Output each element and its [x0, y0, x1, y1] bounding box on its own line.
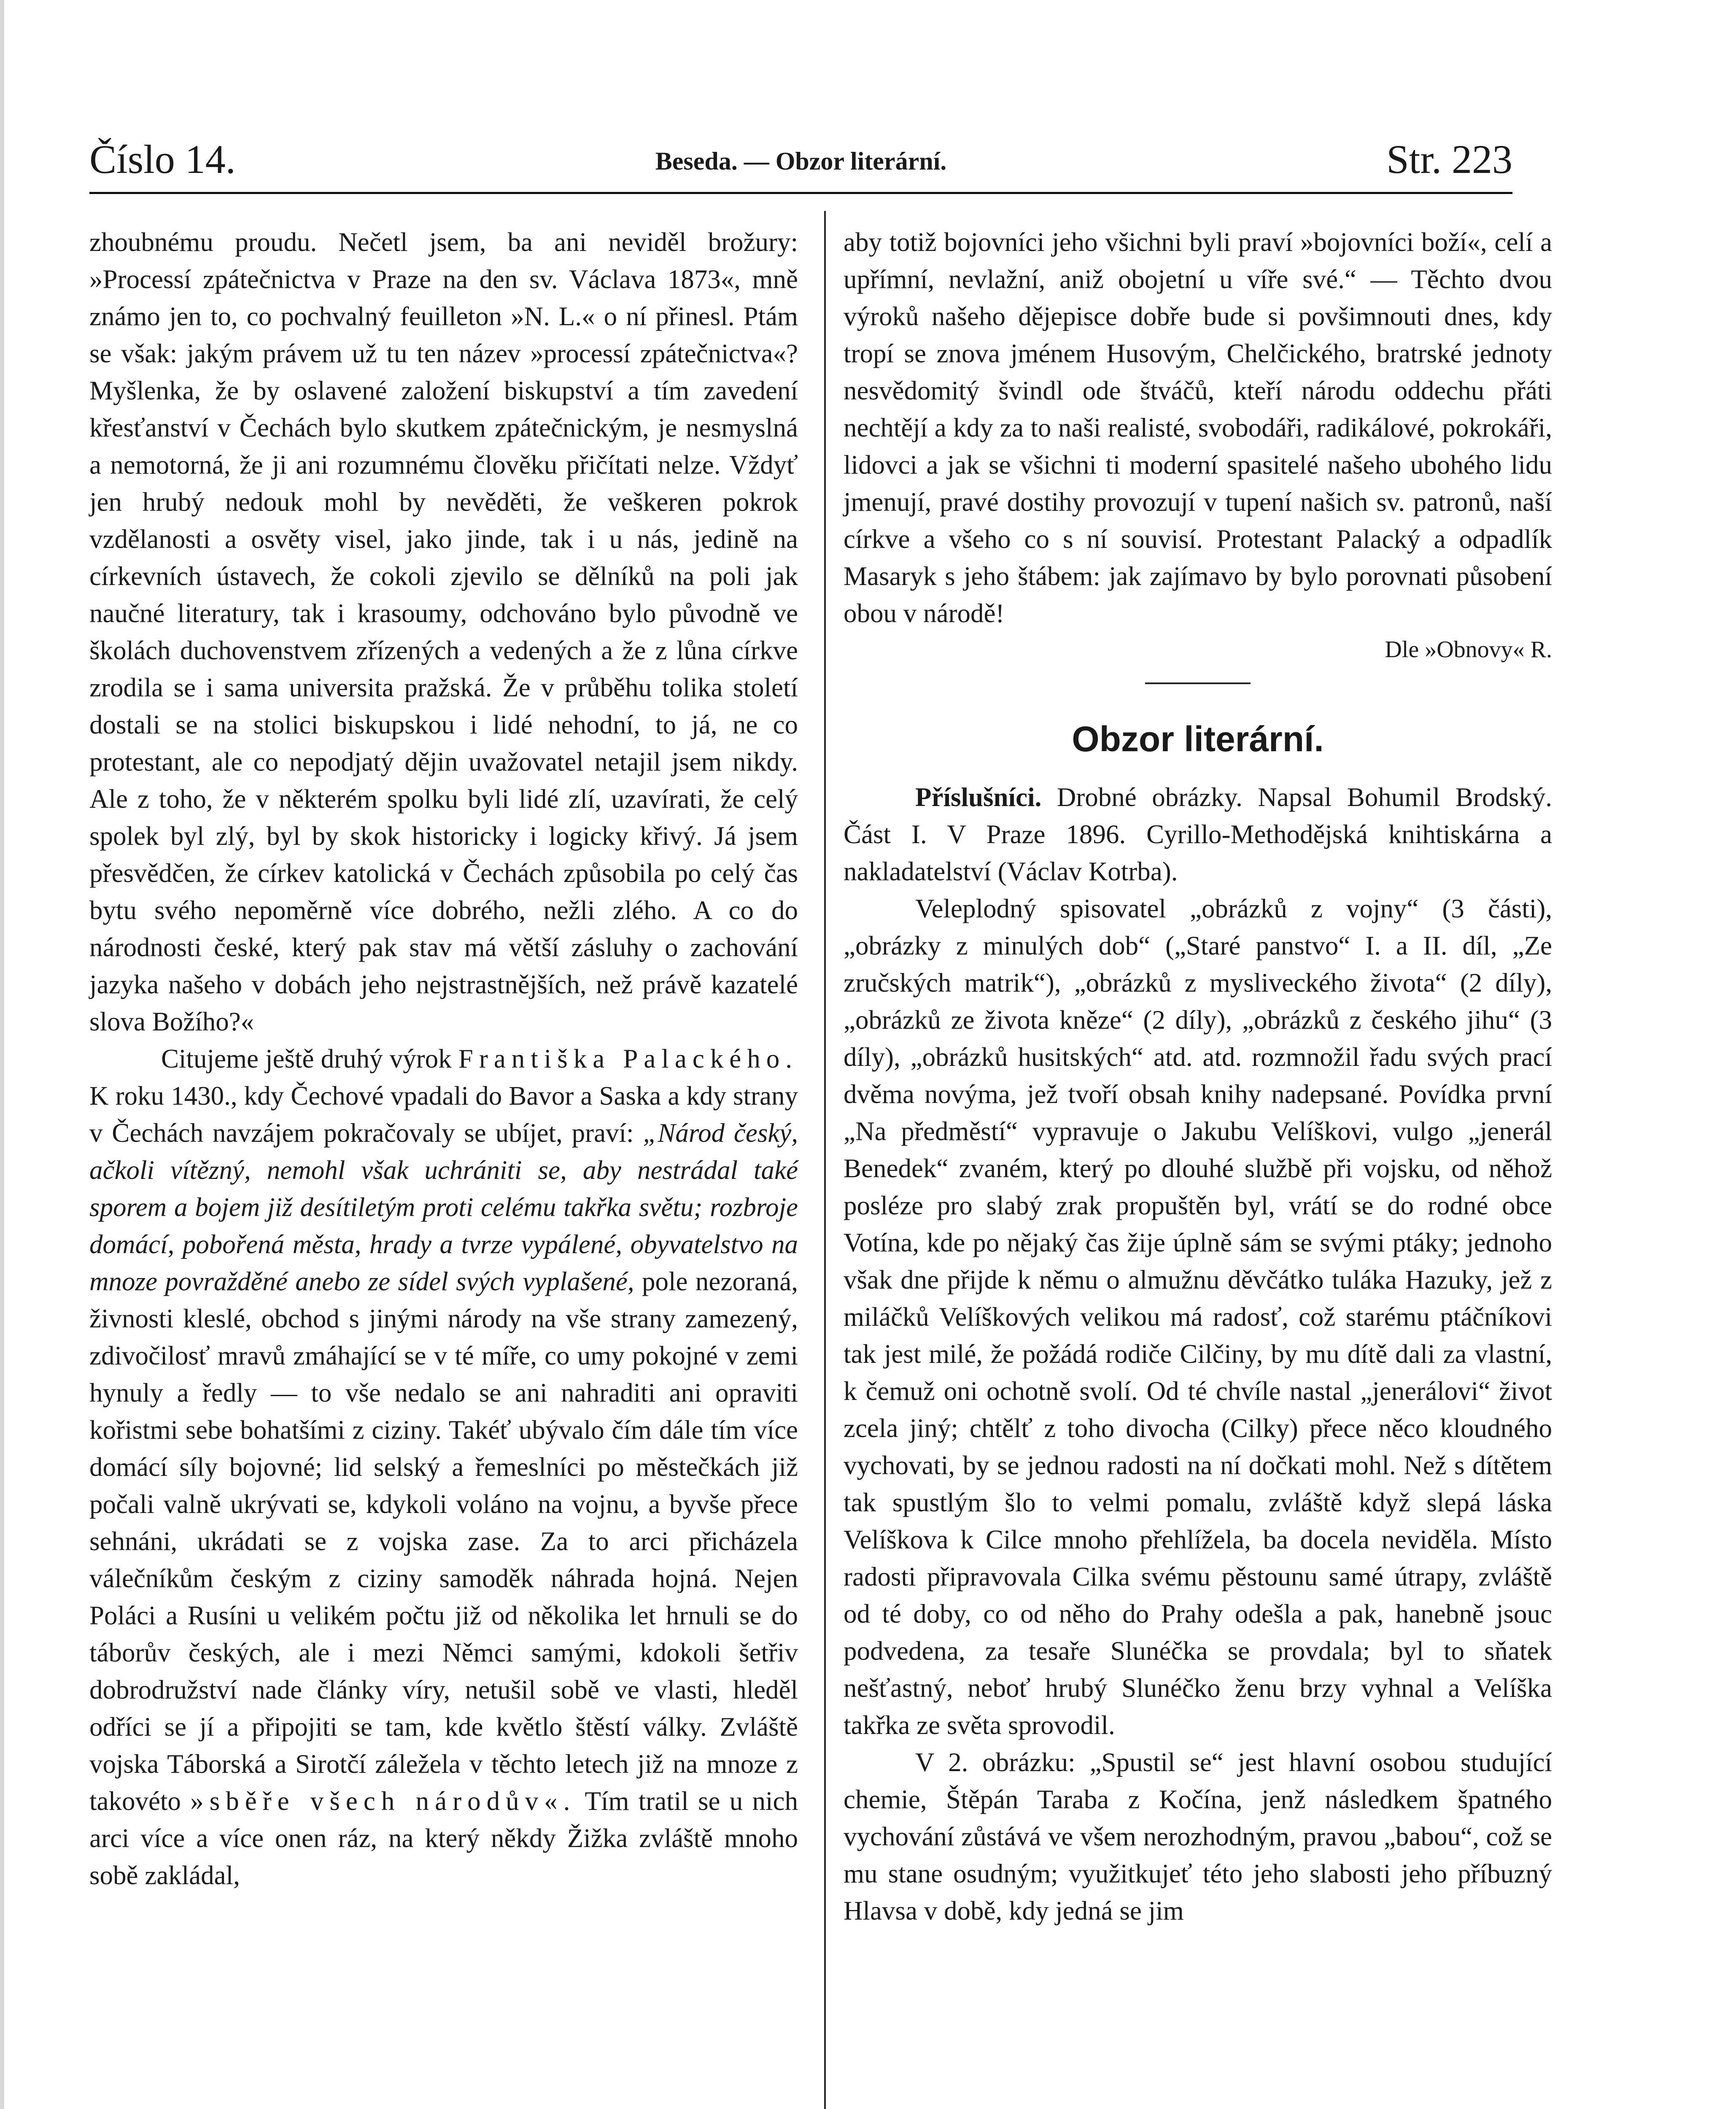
right-paragraph-3: V 2. obrázku: „Spustil se“ jest hlavní osobou studující chemie, Štěpán Taraba z Kočína, jenž následkem špatného vychování zůstává ve všem nerozhodným, pravou „babou“, což se mu stane osudným; využitkujeť této jeho slabosti jeho příbuzný Hlavsa v době, kdy jedná se jim — [844, 1748, 1552, 1926]
section-separator — [1145, 682, 1251, 684]
palacky-name: Františka Palackého. — [458, 1044, 798, 1073]
left-column — [89, 224, 798, 1894]
header-rule — [89, 192, 1512, 194]
palacky-quote-italic: „Národ český, ačkoli vítězný, nemohl však uchrániti se, aby nestrádal také sporem a bojem již desítiletým proti celému takřka světu; rozbroje domácí, pobořená města, hrady a tvrze vypálené, obyvatelstvo na mnoze povražděné anebo ze sídel svých vyplašené, — [89, 1118, 798, 1296]
right-paragraph-1: aby totiž bojovníci jeho všichni byli praví »bojovníci boží«, celí a upřímní, nevlažní, aniž obojetní u víře své.“ — Těchto dvou výroků našeho dějepisce dobře bude si povšimnouti dnes, kdy tropí se znova jménem Husovým, Chelčického, bratrské jednoty nesvědomitý švindl ode štváčů, kteří národu oddechu přáti nechtějí a kdy za to naši realisté, svobodáři, radikálové, pokrokáři, lidovci a jak se všichni ti moderní spasitelé našeho ubohého lidu jmenují, pravé dostihy provozují v tupení našich sv. patronů, naší církve a všeho co s ní souvisí. Protestant Palacký a odpadlík Masaryk s jeho štábem: jak zajímavo by bylo porovnati působení obou v národě! — [844, 227, 1552, 628]
left-paragraph-1: zhoubnému proudu. Nečetl jsem, ba ani neviděl brožury: »Processí zpátečnictva v Praze na den sv. Václava 1873«, mně známo jen to, co pochvalný feuilleton »N. L.« o ní přinesl. Ptám se však: jakým právem už tu ten název »processí zpátečnictva«? Myšlenka, že by oslavené založení biskupství a tím zavedení křesťanství v Čechách bylo skutkem zpátečnickým, je nesmyslná a nemotorná, že ji ani rozumnému člověku přičítati nelze. Vždyť jen hrubý nedouk mohl by nevěděti, že veškeren pokrok vzdělanosti a osvěty visel, jako jinde, tak i u nás, jedině na církevních ústavech, že cokoli zjevilo se dělníků na poli jak naučné literatury, tak i krasoumy, odchováno bylo původně ve školách duchovenstvem zřízených a vedených a že z lůna církve zrodila se i sama universita pražská. Že v průběhu tolika století dostali se na stolici biskupskou i lidé nehodní, to já, ne co protestant, ale co nepodjatý dějin uvažovatel netajil jsem nikdy. Ale z toho, že v některém spolku byli lidé zlí, uzavírati, že celý spolek byl zlý, byl by skok historicky i logicky křivý. Já jsem přesvědčen, že církev katolická v Čechách způsobila po celý čas bytu svého nepoměrně více dobrého, nežli zlého. A co do národnosti české, který pak stav má větší zásluhy o zachování jazyka našeho v dobách jeho nejstrastnějších, než právě kazatelé slova Božího?« — [89, 227, 798, 1036]
palacky-quote-end: Tím tratil se u nich arci více a více onen ráz, na který někdy Žižka zvláště mnoho sobě zakládal, — [89, 1786, 798, 1890]
column-divider — [824, 211, 826, 2109]
issue-number: Číslo 14. — [89, 137, 236, 182]
page-number: Str. 223 — [1386, 137, 1512, 182]
review-heading — [844, 779, 1552, 890]
review-meta: Drobné obrázky. Napsal Bohumil Brodský. Část I. V Praze 1896. Cyrillo-Methodějská knihtiskárna a nakladatelství (Václav Kotrba). — [844, 782, 1552, 886]
palacky-quote-continued: pole nezoraná, živnosti kleslé, obchod s jinými národy na vše strany zamezený, zdivočilosť mravů zmáhající se v té míře, co umy pokojné v zemi hynuly a ředly — to vše nedalo se ani nahraditi ani opraviti kořistmi sebe bohatšími z ciziny. Takéť ubývalo čím dále tím více domácí síly bojovné; lid selský a řemeslníci po městečkách již počali valně ukrývati se, kdykoli voláno na vojnu, a byvše přece sehnáni, ukrádati se z vojska zase. Za to arci přicházela válečníkům českým z ciziny samoděk náhrada hojná. Nejen Poláci a Rusíni u velikém počtu již od několika let hrnuli se do táborův českých, ale i mezi Němci samými, kdokoli šetřiv dobrodružství nade články víry, netušil sobě ve vlasti, hleděl odříci se jí a připojiti se tam, kde květlo štěstí války. Zvláště vojska Táborská a Sirotčí záleželа v těchto letech již na mnoze z takovéto — [89, 1267, 798, 1816]
review-title: Příslušníci. — [915, 782, 1042, 812]
running-title: Beseda. — Obzor literární. — [655, 147, 947, 175]
palacky-context: K roku 1430., kdy Čechové vpadali do Bavor a Saska a kdy strany v Čechách navzájem pokračovaly se ubíjet, praví: — [89, 1081, 798, 1148]
right-column — [844, 224, 1552, 1929]
section-title: Obzor literární. — [1072, 719, 1324, 759]
left-paragraph-2 — [89, 1040, 798, 1894]
attribution: Dle »Obnovy« R. — [1385, 636, 1552, 663]
right-paragraph-2: Veleplodný spisovatel „obrázků z vojny“ (3 části), „obrázky z minulých dob“ („Staré panstvo“ I. a II. díl, „Ze zručských matrik“), „obrázků z mysliveckého života“ (2 díly), „obrázků ze života kněze“ (2 díly), „obrázků z českého jihu“ (3 díly), „obrázků husitských“ atd. atd. rozmnožil řadu svých prací dvěma novýma, jež tvoří obsah knihy nadepsané. Povídka první „Na předměstí“ vypravuje o Jakubu Velíškovi, vulgo „jenerál Benedek“ zvaném, který po dlouhé službě při vojsku, od něhož posléze pro slabý zrak propuštěn byl, vrátí se do rodné obce Votína, kde po nějaký čas žije úplně sám se svými ptáky; jednoho však dne přijde k němu o almužnu děvčátko tuláka Hazuky, jež z miláčků Velíškových velikou má radosť, což starému ptáčníkovi tak jest milé, že požádá rodiče Cilčiny, by mu dítě dali za vlastní, k čemuž oni ochotně svolí. Od té chvíle nastal „jenerálovi“ život zcela jiný; chtělť z toho divocha (Cilky) přece něco kloudného vychovati, by se jednou radosti na ní dočkati mohl. Než s dítětem tak spustlým šlo to velmi pomalu, zvláště když slepá láska Velíškova k Cilce mnoho přehlížela, ba docela neviděla. Místo radosti připravovala Cilka svému pěstounu samé útrapy, zvláště od té doby, co od něho do Prahy odešla a pak, hanebně jsouc podvedena, za tesaře Slunéčka se provdala; byl to sňatek nešťastný, neboť hrubý Slunéčko ženu brzy vyhnal a Velíška takřka ze světa sprovodil. — [844, 894, 1552, 1740]
spaced-phrase: »sběře všech národův«. — [190, 1786, 576, 1816]
palacky-intro: Citujeme ještě druhý výrok — [161, 1044, 452, 1073]
